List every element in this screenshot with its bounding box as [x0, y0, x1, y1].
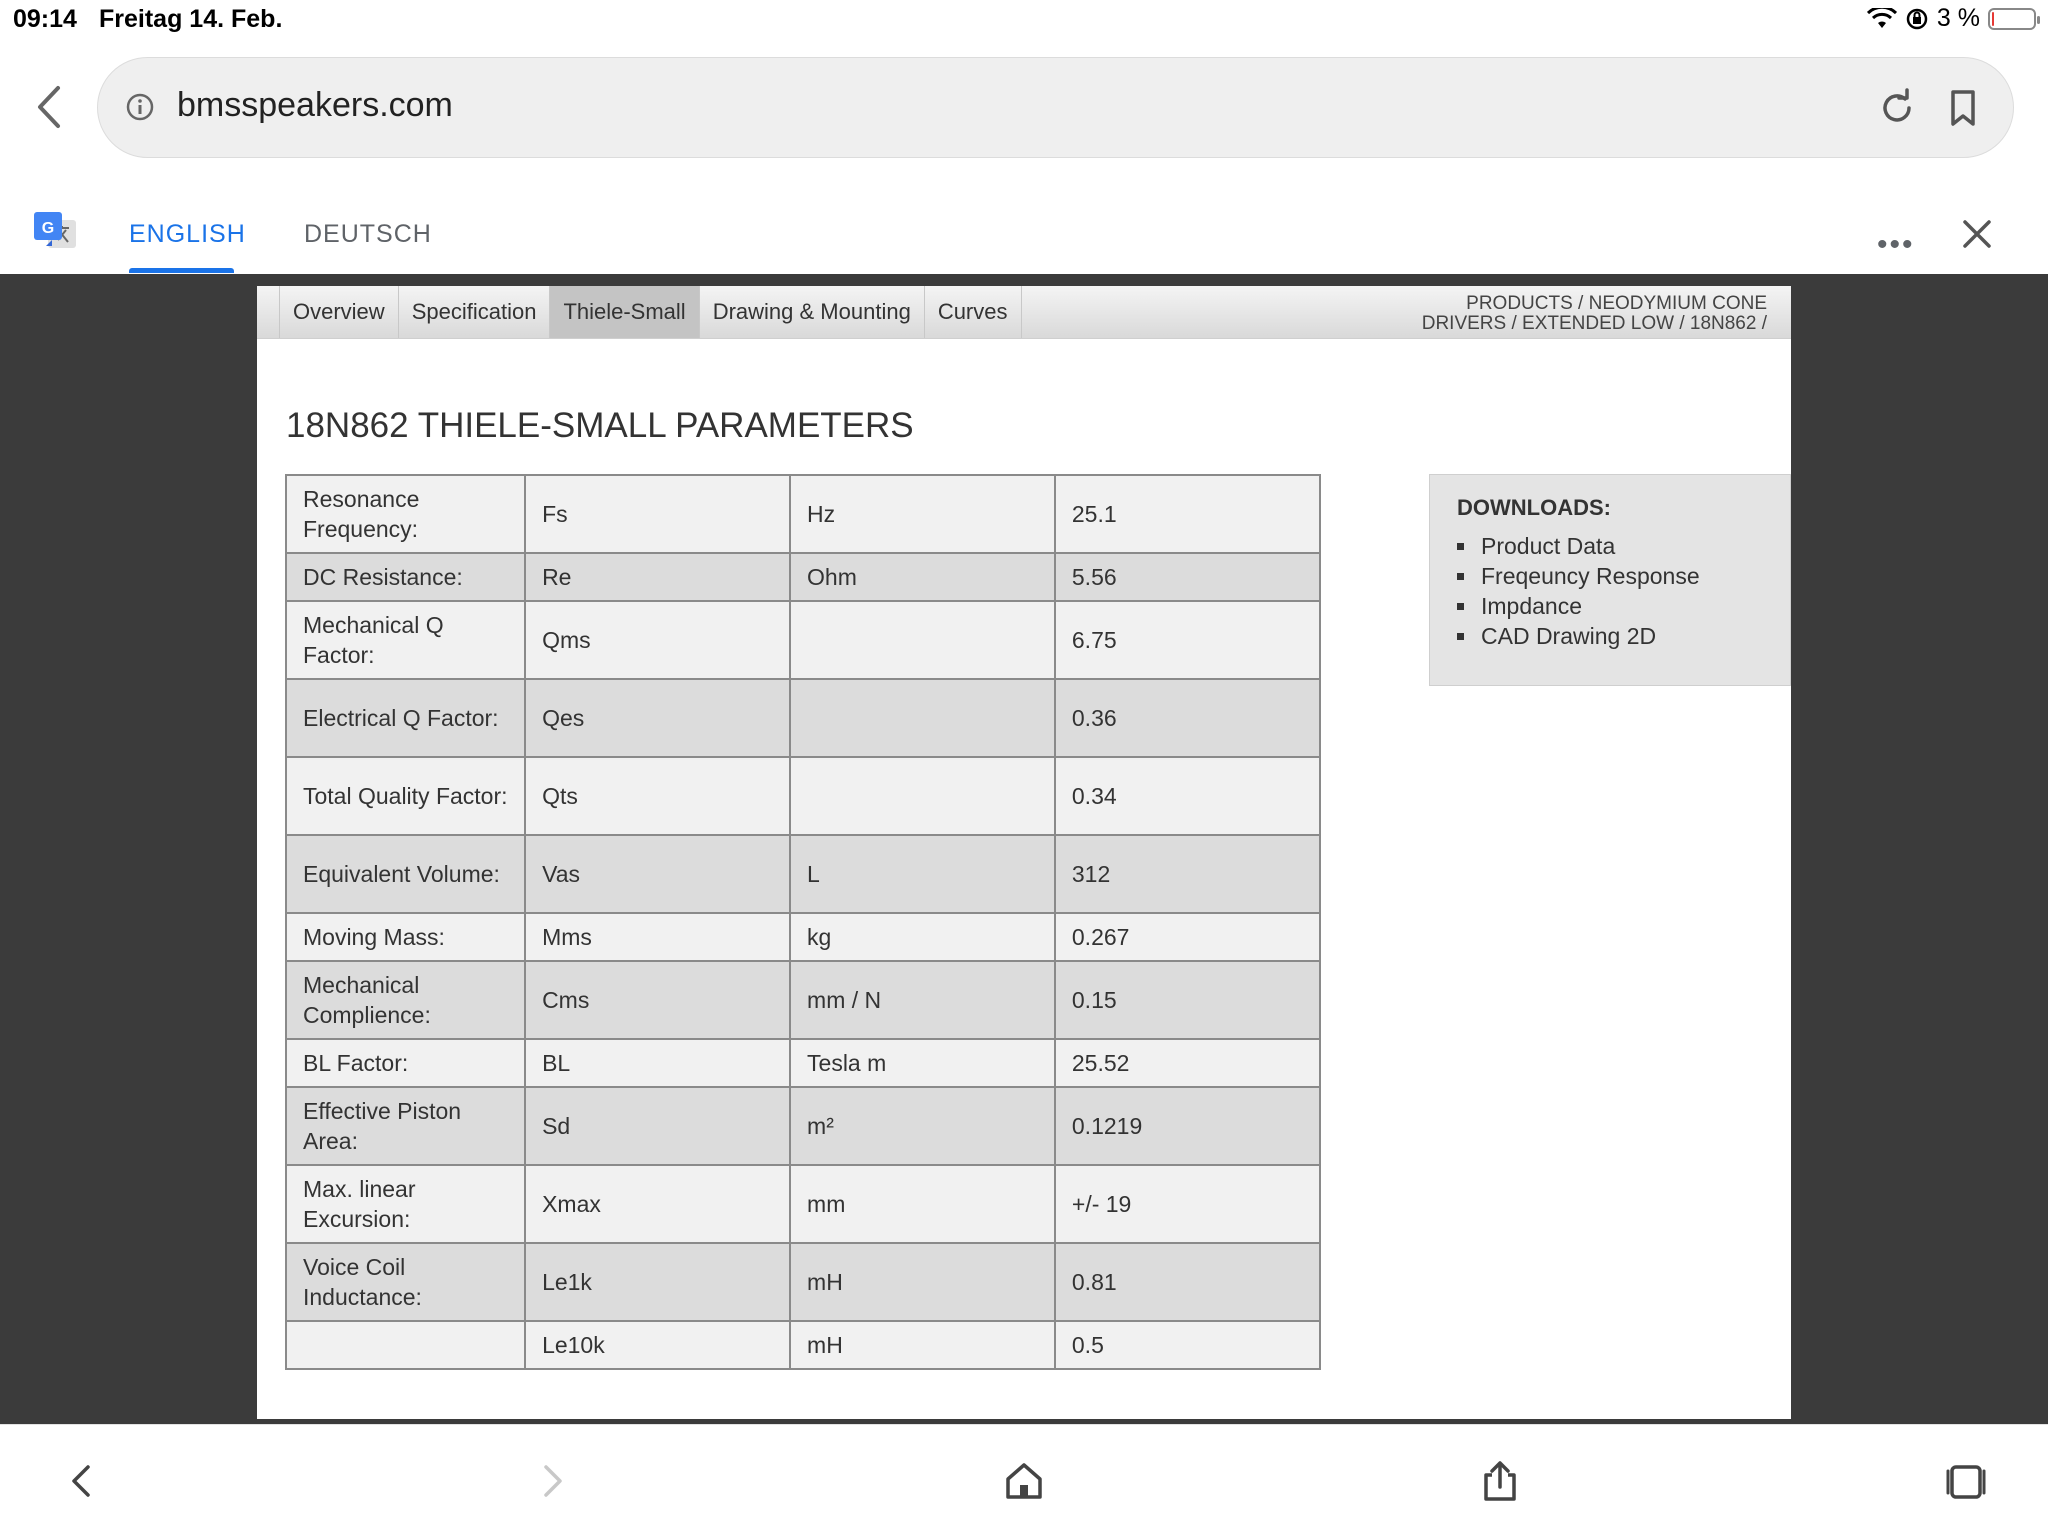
download-link-cad-drawing[interactable] — [1457, 621, 1700, 651]
table-row — [286, 835, 1320, 913]
param-symbol: Cms — [525, 961, 790, 1039]
nav-tab-curves[interactable]: Curves — [925, 286, 1022, 338]
translate-bar — [0, 176, 2048, 274]
table-row — [286, 1039, 1320, 1087]
param-symbol: Vas — [525, 835, 790, 913]
param-symbol: Qms — [525, 601, 790, 679]
param-symbol: Sd — [525, 1087, 790, 1165]
param-unit: mH — [790, 1321, 1055, 1369]
param-unit — [790, 601, 1055, 679]
battery-icon — [1988, 8, 2036, 30]
svg-text:G: G — [41, 220, 55, 237]
param-symbol: Qts — [525, 757, 790, 835]
web-viewport — [0, 274, 2048, 1424]
table-row — [286, 757, 1320, 835]
param-value: 312 — [1055, 835, 1320, 913]
nav-tab-drawing-mounting[interactable]: Drawing & Mounting — [700, 286, 925, 338]
table-row — [286, 913, 1320, 961]
download-label[interactable]: CAD Drawing 2D — [1481, 623, 1657, 649]
status-date: Freitag 14. Feb. — [99, 5, 283, 33]
wifi-icon — [1867, 8, 1897, 30]
forward-icon[interactable] — [530, 1459, 574, 1503]
bullet-icon — [1457, 603, 1464, 610]
param-value: 25.1 — [1055, 475, 1320, 553]
google-translate-icon[interactable] — [32, 210, 78, 256]
bullet-icon — [1457, 573, 1464, 580]
tabs-icon[interactable] — [1944, 1459, 1988, 1503]
param-unit — [790, 757, 1055, 835]
param-name: Equivalent Volume: — [286, 835, 525, 913]
param-unit: mm / N — [790, 961, 1055, 1039]
param-unit: L — [790, 835, 1055, 913]
param-unit: Ohm — [790, 553, 1055, 601]
param-name: Mechanical Q Factor: — [286, 601, 525, 679]
rotation-lock-icon — [1905, 7, 1929, 31]
param-symbol: Mms — [525, 913, 790, 961]
share-icon[interactable] — [1478, 1459, 1522, 1503]
table-row — [286, 1243, 1320, 1321]
param-value: 0.34 — [1055, 757, 1320, 835]
more-options-icon[interactable]: ••• — [1877, 228, 1915, 261]
breadcrumb[interactable] — [1422, 294, 1767, 334]
table-row — [286, 1165, 1320, 1243]
page-title: 18N862 THIELE-SMALL PARAMETERS — [286, 406, 914, 445]
table-row — [286, 679, 1320, 757]
param-unit: mH — [790, 1243, 1055, 1321]
param-symbol: Re — [525, 553, 790, 601]
breadcrumb-line-2[interactable]: DRIVERS / EXTENDED LOW / 18N862 / — [1421, 313, 1767, 334]
nav-tab-overview[interactable]: Overview — [279, 286, 399, 338]
param-symbol: Le10k — [525, 1321, 790, 1369]
breadcrumb-line-1[interactable]: PRODUCTS / NEODYMIUM CONE — [1466, 293, 1767, 314]
product-nav — [257, 286, 1791, 339]
downloads-list — [1457, 531, 1700, 651]
status-right — [1867, 4, 2036, 33]
param-name: Mechanical Complience: — [286, 961, 525, 1039]
param-name: Max. linear Excursion: — [286, 1165, 525, 1243]
param-symbol: BL — [525, 1039, 790, 1087]
param-value: 0.81 — [1055, 1243, 1320, 1321]
param-name: Voice Coil Inductance: — [286, 1243, 525, 1321]
status-time: 09:14 — [13, 5, 77, 33]
param-unit: Tesla m — [790, 1039, 1055, 1087]
param-symbol: Fs — [525, 475, 790, 553]
param-name: Effective Piston Area: — [286, 1087, 525, 1165]
home-icon[interactable] — [1002, 1459, 1046, 1503]
param-value: 6.75 — [1055, 601, 1320, 679]
back-chevron-icon[interactable] — [30, 82, 70, 132]
address-bar[interactable] — [97, 57, 2014, 158]
table-row — [286, 553, 1320, 601]
param-value: 5.56 — [1055, 553, 1320, 601]
downloads-panel — [1429, 474, 1791, 686]
info-icon[interactable] — [125, 92, 155, 122]
download-link-product-data[interactable] — [1457, 531, 1700, 561]
nav-tab-specification[interactable]: Specification — [399, 286, 551, 338]
bottom-toolbar — [0, 1424, 2048, 1537]
close-icon[interactable] — [1957, 214, 1997, 254]
param-value: 0.36 — [1055, 679, 1320, 757]
active-tab-indicator — [129, 268, 234, 273]
table-row — [286, 1321, 1320, 1369]
param-value: 0.1219 — [1055, 1087, 1320, 1165]
param-name: Resonance Frequency: — [286, 475, 525, 553]
url-text[interactable]: bmsspeakers.com — [177, 86, 453, 124]
reload-icon[interactable] — [1877, 88, 1917, 128]
param-name — [286, 1321, 525, 1369]
param-value: 0.15 — [1055, 961, 1320, 1039]
param-name: DC Resistance: — [286, 553, 525, 601]
param-symbol: Le1k — [525, 1243, 790, 1321]
downloads-heading: DOWNLOADS: — [1457, 495, 1611, 520]
param-unit — [790, 679, 1055, 757]
param-unit: m² — [790, 1087, 1055, 1165]
param-unit: Hz — [790, 475, 1055, 553]
download-label[interactable]: Product Data — [1481, 533, 1616, 559]
bookmark-icon[interactable] — [1943, 88, 1983, 128]
param-value: 25.52 — [1055, 1039, 1320, 1087]
product-page — [257, 286, 1791, 1419]
thiele-small-table — [285, 474, 1321, 1370]
table-row — [286, 961, 1320, 1039]
download-label[interactable]: Impdance — [1481, 593, 1583, 619]
tab-deutsch[interactable]: DEUTSCH — [304, 220, 432, 248]
bullet-icon — [1457, 633, 1464, 640]
param-value: +/- 19 — [1055, 1165, 1320, 1243]
param-name: Electrical Q Factor: — [286, 679, 525, 757]
param-symbol: Qes — [525, 679, 790, 757]
bullet-icon — [1457, 543, 1464, 550]
download-link-frequency-response[interactable] — [1457, 561, 1700, 591]
download-label[interactable]: Freqeuncy Response — [1481, 563, 1700, 589]
param-name: BL Factor: — [286, 1039, 525, 1087]
param-value: 0.267 — [1055, 913, 1320, 961]
battery-percent: 3 % — [1936, 4, 1980, 32]
download-link-impedance[interactable] — [1457, 591, 1700, 621]
back-icon[interactable] — [60, 1459, 104, 1503]
table-row — [286, 601, 1320, 679]
param-symbol: Xmax — [525, 1165, 790, 1243]
param-name: Total Quality Factor: — [286, 757, 525, 835]
browser-address-row — [0, 40, 2048, 178]
table-row — [286, 1087, 1320, 1165]
table-row — [286, 475, 1320, 553]
param-name: Moving Mass: — [286, 913, 525, 961]
status-bar — [0, 0, 2048, 40]
nav-tab-thiele-small[interactable]: Thiele-Small — [550, 286, 699, 338]
param-unit: kg — [790, 913, 1055, 961]
param-value: 0.5 — [1055, 1321, 1320, 1369]
tab-english[interactable]: ENGLISH — [129, 220, 246, 248]
param-unit: mm — [790, 1165, 1055, 1243]
